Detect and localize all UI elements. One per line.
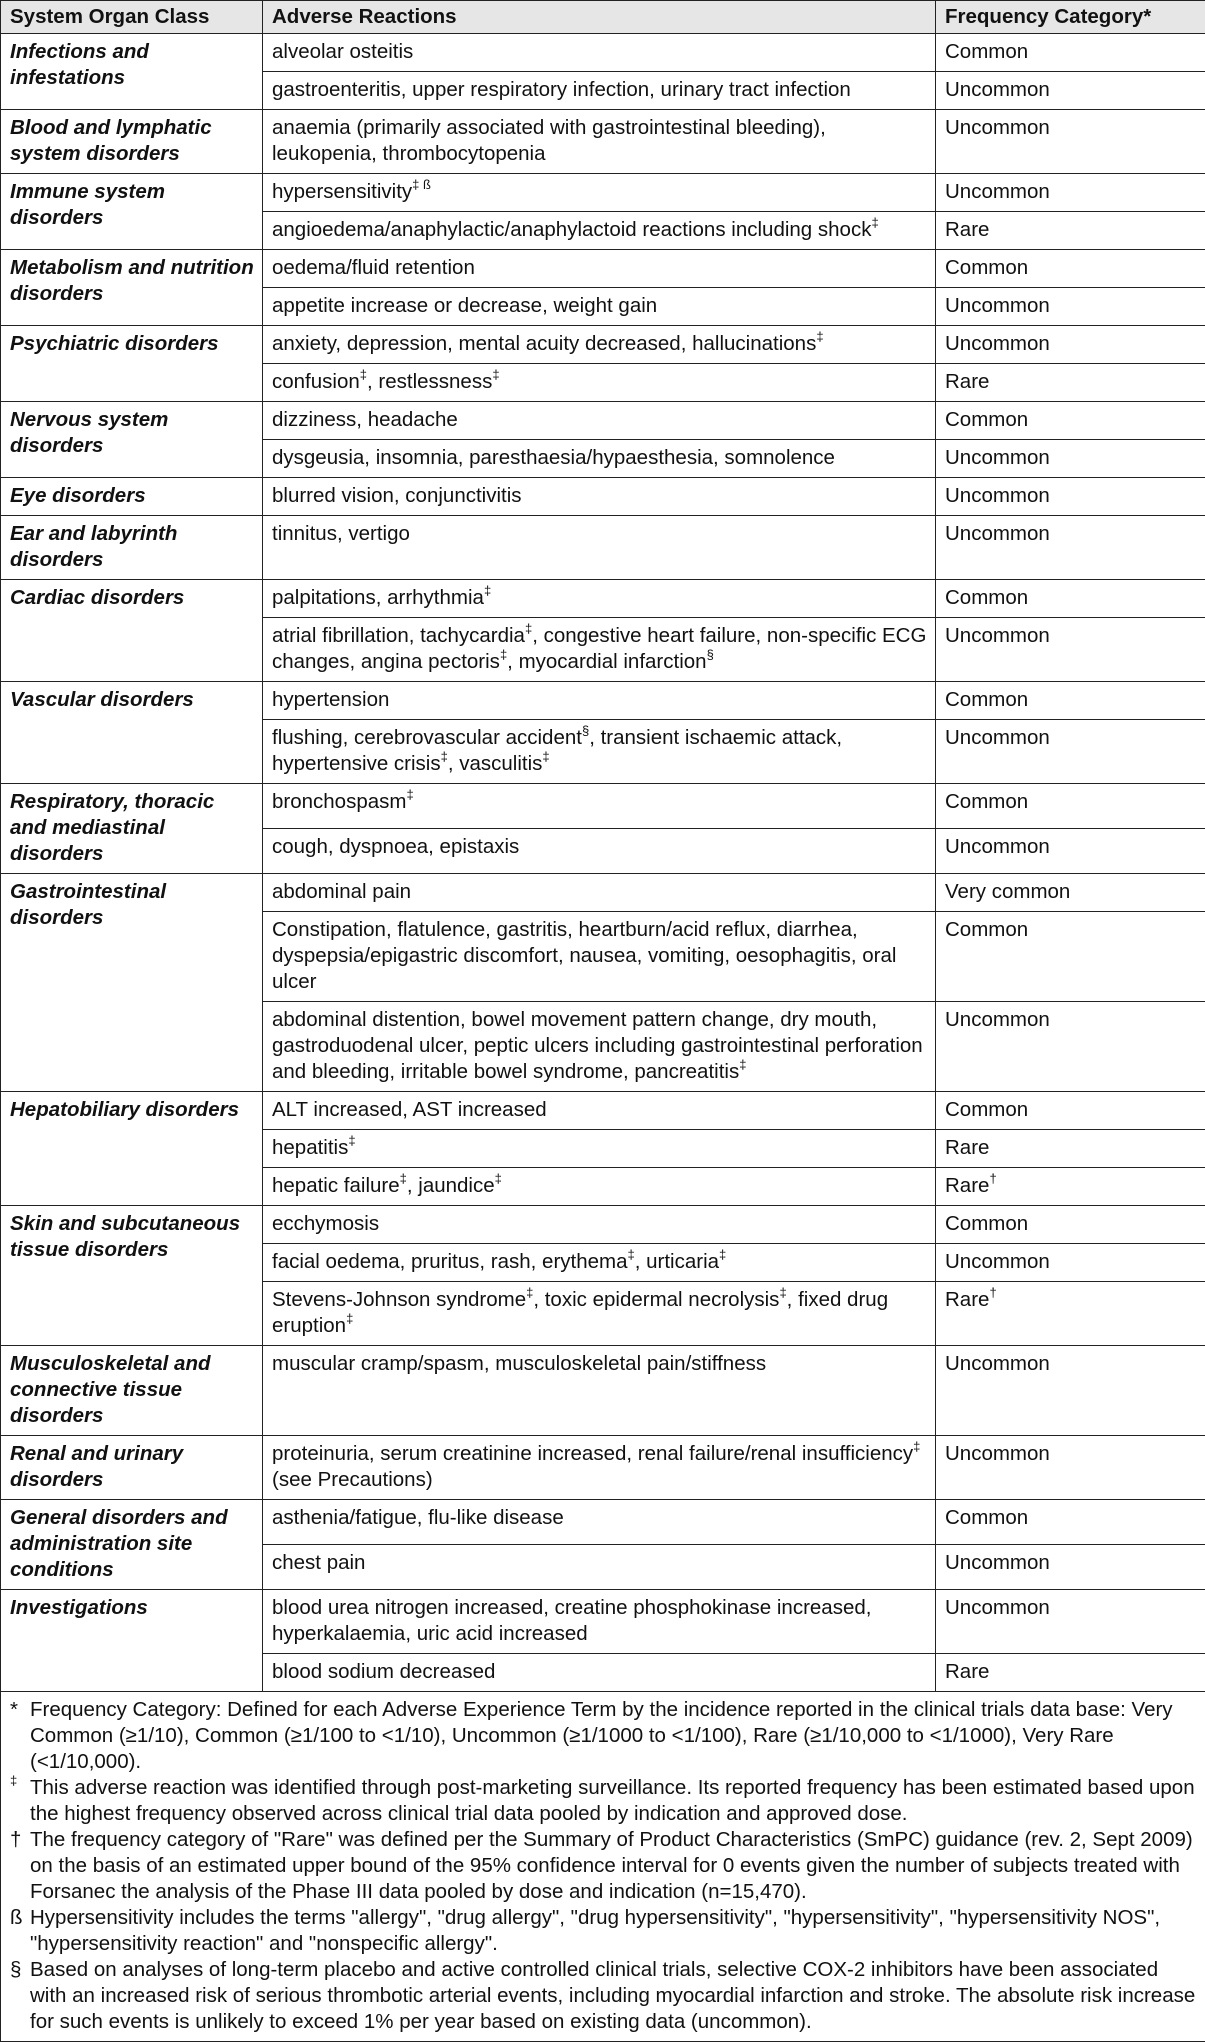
footnote-mark: ‡ xyxy=(346,1311,353,1326)
footnote-mark: ‡ xyxy=(406,787,413,802)
footnote-marker: † xyxy=(10,1827,30,1905)
adverse-reaction-cell: blood sodium decreased xyxy=(263,1654,936,1692)
footnote-text: Based on analyses of long-term placebo and active controlled clinical trials, selective COX-2 inhibitors have been associated with an increased risk of serious thrombotic arterial events, including myocardial infarction and stroke. The absolute risk increase for such events is unlikely to exceed 1% per year based on existing data (uncommon). xyxy=(30,1957,1197,2035)
footnotes-cell xyxy=(1,1692,1205,2042)
adverse-reaction-cell: bronchospasm‡ xyxy=(263,784,936,829)
adverse-reaction-cell: ALT increased, AST increased xyxy=(263,1092,936,1130)
adverse-reaction-cell: abdominal distention, bowel movement pattern change, dry mouth, gastroduodenal ulcer, peptic ulcers including gastrointestinal perforation and bleeding, irritable bowel syndrome, pancreatitis‡ xyxy=(263,1002,936,1092)
footnote-marker: ß xyxy=(10,1905,30,1957)
footnote-mark: ‡ xyxy=(719,1247,726,1262)
frequency-category-cell: Uncommon xyxy=(936,1002,1205,1092)
footnote-mark: ‡ xyxy=(628,1247,635,1262)
system-organ-class-cell: Infections and infestations xyxy=(1,34,263,110)
adverse-reaction-cell: confusion‡, restlessness‡ xyxy=(263,364,936,402)
frequency-category-cell: Rare xyxy=(936,1654,1205,1692)
adverse-reaction-cell: Stevens-Johnson syndrome‡, toxic epidermal necrolysis‡, fixed drug eruption‡ xyxy=(263,1282,936,1346)
table-body xyxy=(1,34,1205,1692)
system-organ-class-cell: Investigations xyxy=(1,1590,263,1692)
system-organ-class-cell: Psychiatric disorders xyxy=(1,326,263,402)
table-row xyxy=(1,580,1205,618)
table-row xyxy=(1,110,1205,174)
footnote-text: Frequency Category: Defined for each Adverse Experience Term by the incidence reported in the clinical trials data base: Very Common (≥1/10), Common (≥1/100 to <1/10), Uncommon (≥1/1000 to <1/100), Rare (≥1/10,000 to <1/1000), Very Rare (<1/10,000). xyxy=(30,1697,1197,1775)
table-row xyxy=(1,326,1205,364)
header-system-organ-class: System Organ Class xyxy=(1,1,263,34)
table-row xyxy=(1,1436,1205,1500)
table-row xyxy=(1,250,1205,288)
adverse-reaction-cell: anaemia (primarily associated with gastrointestinal bleeding), leukopenia, thrombocytopenia xyxy=(263,110,936,174)
footnote-mark: § xyxy=(582,723,589,738)
frequency-category-cell: Uncommon xyxy=(936,440,1205,478)
frequency-category-cell: Common xyxy=(936,250,1205,288)
table-row xyxy=(1,34,1205,72)
footnote-mark: ‡ xyxy=(360,367,367,382)
footnote-mark: † xyxy=(989,1171,996,1186)
frequency-category-cell: Uncommon xyxy=(936,478,1205,516)
footnote xyxy=(10,1775,1197,1827)
frequency-category-cell: Uncommon xyxy=(936,829,1205,874)
frequency-category-cell: Uncommon xyxy=(936,326,1205,364)
footnote-mark: ‡ xyxy=(525,621,532,636)
adverse-reaction-cell: oedema/fluid retention xyxy=(263,250,936,288)
adverse-reaction-cell: palpitations, arrhythmia‡ xyxy=(263,580,936,618)
table-row xyxy=(1,1206,1205,1244)
system-organ-class-cell: General disorders and administration site conditions xyxy=(1,1500,263,1590)
footnote xyxy=(10,1697,1197,1775)
adverse-reaction-cell: dysgeusia, insomnia, paresthaesia/hypaesthesia, somnolence xyxy=(263,440,936,478)
frequency-category-cell: Common xyxy=(936,34,1205,72)
frequency-category-cell: Uncommon xyxy=(936,174,1205,212)
system-organ-class-cell: Musculoskeletal and connective tissue disorders xyxy=(1,1346,263,1436)
adverse-reaction-cell: atrial fibrillation, tachycardia‡, congestive heart failure, non-specific ECG changes, angina pectoris‡, myocardial infarction§ xyxy=(263,618,936,682)
frequency-category-cell: Rare xyxy=(936,212,1205,250)
frequency-category-cell: Uncommon xyxy=(936,1244,1205,1282)
frequency-category-cell: Common xyxy=(936,784,1205,829)
table-row xyxy=(1,478,1205,516)
footnote-mark: ‡ xyxy=(495,1171,502,1186)
adverse-reaction-cell: hypersensitivity$^{\ddagger ß}$ xyxy=(263,174,936,212)
frequency-category-cell: Very common xyxy=(936,874,1205,912)
frequency-category-cell: Uncommon xyxy=(936,720,1205,784)
table-row xyxy=(1,1500,1205,1545)
frequency-category-cell: Common xyxy=(936,1092,1205,1130)
footnote-mark: ‡ xyxy=(542,749,549,764)
system-organ-class-cell: Skin and subcutaneous tissue disorders xyxy=(1,1206,263,1346)
frequency-category-cell: Common xyxy=(936,1206,1205,1244)
frequency-category-cell: Common xyxy=(936,402,1205,440)
system-organ-class-cell: Renal and urinary disorders xyxy=(1,1436,263,1500)
footnote-mark: ‡ xyxy=(492,367,499,382)
table-row xyxy=(1,1346,1205,1436)
adverse-reaction-cell: alveolar osteitis xyxy=(263,34,936,72)
table-row xyxy=(1,682,1205,720)
adverse-reaction-cell: facial oedema, pruritus, rash, erythema‡, urticaria‡ xyxy=(263,1244,936,1282)
footnote-marker: * xyxy=(10,1697,30,1775)
table-header-row xyxy=(1,1,1205,34)
adverse-reaction-cell: blood urea nitrogen increased, creatine phosphokinase increased, hyperkalaemia, uric acid increased xyxy=(263,1590,936,1654)
frequency-category-cell: Common xyxy=(936,912,1205,1002)
frequency-category-cell: Rare xyxy=(936,364,1205,402)
adverse-reaction-cell: gastroenteritis, upper respiratory infection, urinary tract infection xyxy=(263,72,936,110)
frequency-category-cell: Common xyxy=(936,1500,1205,1545)
adverse-reaction-cell: hepatic failure‡, jaundice‡ xyxy=(263,1168,936,1206)
footnote-text: This adverse reaction was identified through post-marketing surveillance. Its reported frequency has been estimated based upon the highest frequency observed across clinical trial data pooled by indication and approved dose. xyxy=(30,1775,1197,1827)
table-row xyxy=(1,874,1205,912)
frequency-category-cell: Uncommon xyxy=(936,288,1205,326)
adverse-reaction-cell: Constipation, flatulence, gastritis, heartburn/acid reflux, diarrhea, dyspepsia/epigastric discomfort, nausea, vomiting, oesophagitis, oral ulcer xyxy=(263,912,936,1002)
footnote xyxy=(10,1957,1197,2035)
system-organ-class-cell: Eye disorders xyxy=(1,478,263,516)
adverse-reaction-cell: flushing, cerebrovascular accident§, transient ischaemic attack, hypertensive crisis‡, vasculitis‡ xyxy=(263,720,936,784)
footnote-mark: ‡ xyxy=(526,1285,533,1300)
footnote-marker: § xyxy=(10,1957,30,2035)
adverse-reaction-cell: proteinuria, serum creatinine increased, renal failure/renal insufficiency‡ (see Precautions) xyxy=(263,1436,936,1500)
footnote-text: Hypersensitivity includes the terms "allergy", "drug allergy", "drug hypersensitivity", "hypersensitivity", "hypersensitivity NOS", "hypersensitivity reaction" and "nonspecific allergy". xyxy=(30,1905,1197,1957)
frequency-category-cell: Rare† xyxy=(936,1282,1205,1346)
frequency-category-cell: Uncommon xyxy=(936,1590,1205,1654)
footnote-mark: † xyxy=(989,1285,996,1300)
adverse-reaction-cell: anxiety, depression, mental acuity decreased, hallucinations‡ xyxy=(263,326,936,364)
adverse-reaction-cell: appetite increase or decrease, weight gain xyxy=(263,288,936,326)
adverse-reaction-cell: asthenia/fatigue, flu-like disease xyxy=(263,1500,936,1545)
footnote-mark: ‡ xyxy=(348,1133,355,1148)
footnote-text: The frequency category of "Rare" was defined per the Summary of Product Characteristics (SmPC) guidance (rev. 2, Sept 2009) on the basis of an estimated upper bound of the 95% confidence interval for 0 events given the number of subjects treated with Forsanec the analysis of the Phase III data pooled by dose and indication (n=15,470). xyxy=(30,1827,1197,1905)
system-organ-class-cell: Gastrointestinal disorders xyxy=(1,874,263,1092)
footnote-mark: ‡ xyxy=(816,329,823,344)
frequency-category-cell: Common xyxy=(936,580,1205,618)
frequency-category-cell: Uncommon xyxy=(936,1346,1205,1436)
adverse-reaction-cell: ecchymosis xyxy=(263,1206,936,1244)
header-adverse-reactions: Adverse Reactions xyxy=(263,1,936,34)
table-row xyxy=(1,174,1205,212)
footnotes-row xyxy=(1,1692,1205,2042)
footnote-mark: ‡ xyxy=(779,1285,786,1300)
system-organ-class-cell: Nervous system disorders xyxy=(1,402,263,478)
adverse-reaction-cell: abdominal pain xyxy=(263,874,936,912)
header-frequency-category: Frequency Category* xyxy=(936,1,1205,34)
table-row xyxy=(1,784,1205,829)
table-row xyxy=(1,1092,1205,1130)
footnote-mark: ‡ xyxy=(441,749,448,764)
frequency-category-cell: Uncommon xyxy=(936,110,1205,174)
system-organ-class-cell: Metabolism and nutrition disorders xyxy=(1,250,263,326)
table-row xyxy=(1,402,1205,440)
adverse-reaction-cell: dizziness, headache xyxy=(263,402,936,440)
footnote-marker: ‡ xyxy=(10,1775,30,1827)
frequency-category-cell: Uncommon xyxy=(936,618,1205,682)
adverse-reaction-cell: muscular cramp/spasm, musculoskeletal pain/stiffness xyxy=(263,1346,936,1436)
footnote-mark: ‡ xyxy=(484,583,491,598)
system-organ-class-cell: Immune system disorders xyxy=(1,174,263,250)
system-organ-class-cell: Respiratory, thoracic and mediastinal disorders xyxy=(1,784,263,874)
adverse-reaction-cell: hepatitis‡ xyxy=(263,1130,936,1168)
system-organ-class-cell: Blood and lymphatic system disorders xyxy=(1,110,263,174)
system-organ-class-cell: Ear and labyrinth disorders xyxy=(1,516,263,580)
table-row xyxy=(1,516,1205,580)
footnote-mark: ‡ xyxy=(913,1439,920,1454)
frequency-category-cell: Uncommon xyxy=(936,72,1205,110)
adverse-reaction-cell: angioedema/anaphylactic/anaphylactoid reactions including shock‡ xyxy=(263,212,936,250)
frequency-category-cell: Common xyxy=(936,682,1205,720)
footnote-mark: ‡ ß xyxy=(412,177,431,192)
footnote-mark: ‡ xyxy=(739,1057,746,1072)
frequency-category-cell: Uncommon xyxy=(936,1545,1205,1590)
system-organ-class-cell: Cardiac disorders xyxy=(1,580,263,682)
adverse-reaction-cell: hypertension xyxy=(263,682,936,720)
system-organ-class-cell: Hepatobiliary disorders xyxy=(1,1092,263,1206)
adverse-reaction-cell: cough, dyspnoea, epistaxis xyxy=(263,829,936,874)
frequency-category-cell: Uncommon xyxy=(936,1436,1205,1500)
adverse-reaction-cell: blurred vision, conjunctivitis xyxy=(263,478,936,516)
table-row xyxy=(1,1590,1205,1654)
footnote-mark: ‡ xyxy=(871,215,878,230)
system-organ-class-cell: Vascular disorders xyxy=(1,682,263,784)
footnote-mark: ‡ xyxy=(500,647,507,662)
adverse-reaction-cell: tinnitus, vertigo xyxy=(263,516,936,580)
frequency-category-cell: Rare† xyxy=(936,1168,1205,1206)
frequency-category-cell: Rare xyxy=(936,1130,1205,1168)
footnote-mark: ‡ xyxy=(400,1171,407,1186)
frequency-category-cell: Uncommon xyxy=(936,516,1205,580)
adverse-reaction-cell: chest pain xyxy=(263,1545,936,1590)
footnote xyxy=(10,1827,1197,1905)
footnote-mark: § xyxy=(707,647,714,662)
